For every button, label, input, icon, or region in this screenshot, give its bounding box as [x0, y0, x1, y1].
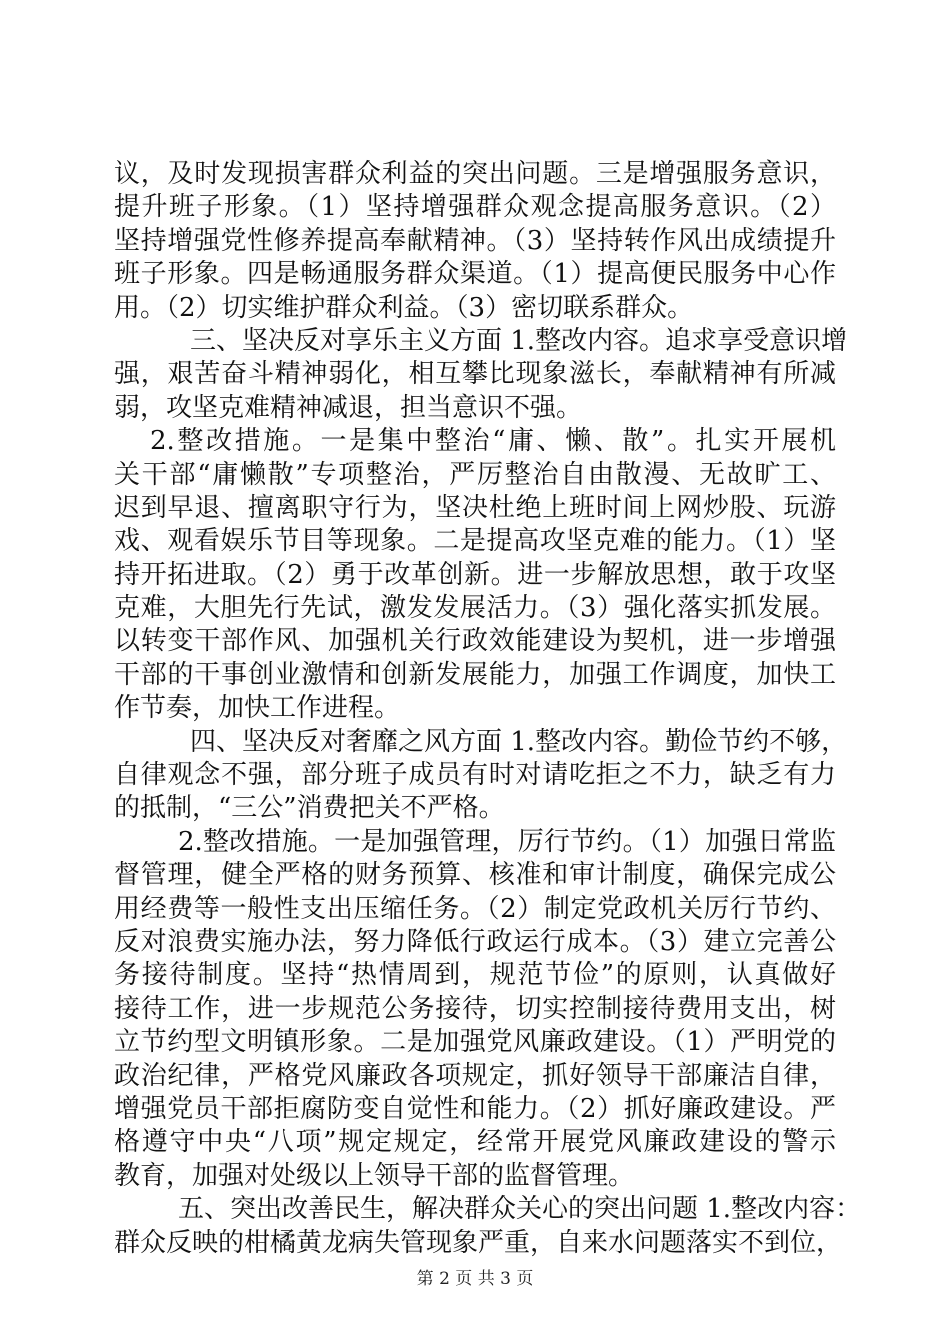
text-line: 班子形象。四是畅通服务群众渠道。（1）提高便民服务中心作 — [114, 259, 836, 290]
text-line: 三、坚决反对享乐主义方面 1.整改内容。追求享受意识增 — [190, 325, 848, 356]
text-line: 用。（2）切实维护群众利益。（3）密切联系群众。 — [114, 292, 694, 323]
text-line: 督管理，健全严格的财务预算、核准和审计制度，确保完成公 — [114, 860, 836, 891]
text-line: 教育，加强对处级以上领导干部的监督管理。 — [114, 1160, 635, 1191]
text-line: 五、突出改善民生，解决群众关心的突出问题 1.整改内容： — [178, 1194, 862, 1225]
text-line: 格遵守中央“八项”规定规定，经常开展党风廉政建设的警示 — [114, 1127, 836, 1158]
text-line: 群众反映的柑橘黄龙病失管现象严重，自来水问题落实不到位， — [114, 1227, 843, 1258]
text-line: 坚持增强党性修养提高奉献精神。（3）坚持转作风出成绩提升 — [114, 225, 836, 256]
text-line: 戏、观看娱乐节目等现象。二是提高攻坚克难的能力。（1）坚 — [114, 526, 836, 557]
text-line: 强，艰苦奋斗精神弱化，相互攀比现象滋长，奉献精神有所减 — [114, 359, 836, 390]
text-line: 四、坚决反对奢靡之风方面 1.整改内容。勤俭节约不够， — [190, 726, 848, 757]
text-line: 提升班子形象。（1）坚持增强群众观念提高服务意识。（2） — [114, 192, 836, 223]
page-footer: 第 2 页 共 3 页 — [416, 1269, 534, 1289]
text-line: 自律观念不强，部分班子成员有时对请吃拒之不力，缺乏有力 — [114, 760, 836, 791]
text-line: 持开拓进取。（2）勇于改革创新。进一步解放思想，敢于攻坚 — [114, 559, 836, 590]
text-line: 2.整改措施。一是加强管理，厉行节约。（1）加强日常监 — [178, 826, 836, 857]
text-line: 务接待制度。坚持“热情周到，规范节俭”的原则，认真做好 — [114, 960, 836, 991]
text-line: 议，及时发现损害群众利益的突出问题。三是增强服务意识， — [114, 159, 836, 189]
text-line: 弱，攻坚克难精神减退，担当意识不强。 — [114, 392, 583, 423]
text-line: 迟到早退、擅离职守行为，坚决杜绝上班时间上网炒股、玩游 — [114, 492, 836, 523]
text-line: 以转变干部作风、加强机关行政效能建设为契机，进一步增强 — [114, 626, 836, 657]
text-line: 反对浪费实施办法，努力降低行政运行成本。（3）建立完善公 — [114, 926, 836, 957]
text-line: 作节奏，加快工作进程。 — [114, 693, 401, 724]
text-line: 用经费等一般性支出压缩任务。（2）制定党政机关厉行节约、 — [114, 893, 836, 924]
text-line: 克难，大胆先行先试，激发发展活力。（3）强化落实抓发展。 — [114, 593, 836, 624]
text-line: 政治纪律，严格党风廉政各项规定，抓好领导干部廉洁自律， — [114, 1060, 836, 1091]
text-line: 立节约型文明镇形象。二是加强党风廉政建设。（1）严明党的 — [114, 1027, 836, 1058]
text-line: 关干部“庸懒散”专项整治，严厉整治自由散漫、无故旷工、 — [114, 459, 836, 490]
document-body — [114, 158, 862, 1260]
text-line: 增强党员干部拒腐防变自觉性和能力。（2）抓好廉政建设。严 — [114, 1093, 836, 1124]
text-line: 2.整改措施。一是集中整治“庸、懒、散”。扎实开展机 — [150, 426, 836, 457]
text-line: 接待工作，进一步规范公务接待，切实控制接待费用支出，树 — [114, 993, 836, 1024]
text-line: 的抵制，“三公”消费把关不严格。 — [114, 793, 505, 824]
text-line: 干部的干事创业激情和创新发展能力，加强工作调度，加快工 — [114, 659, 836, 690]
